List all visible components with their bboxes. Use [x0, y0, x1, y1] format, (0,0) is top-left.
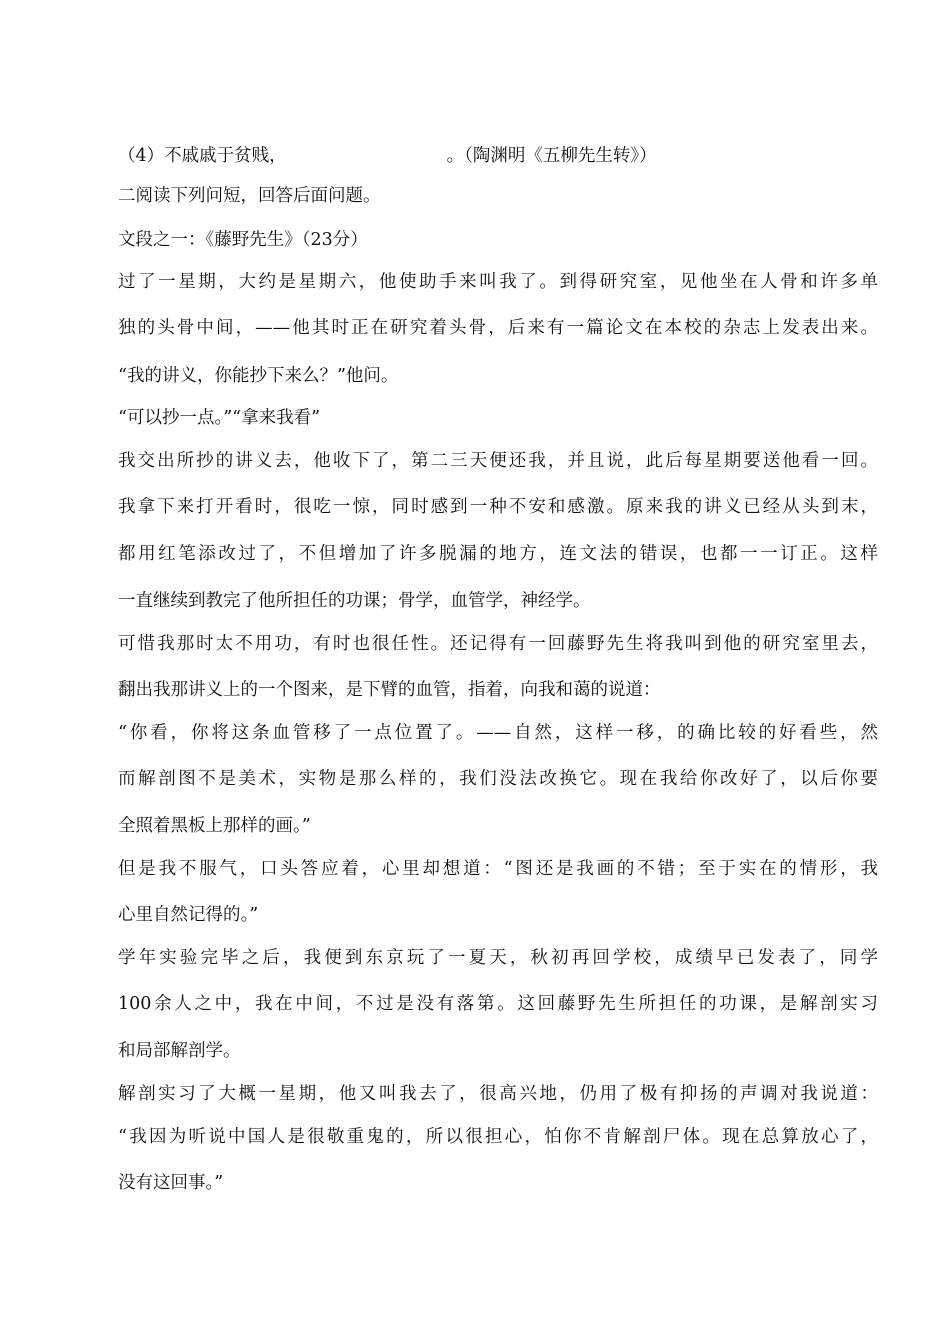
passage-title: 文段之一：《藤野先生》（23分）: [118, 230, 368, 250]
paragraph-line: 没有这回事。”: [118, 1173, 224, 1193]
paragraph-line: 而解剖图不是美术，实物是那么样的，我们没法改换它。现在我给你改好了，以后你要: [118, 769, 878, 789]
paragraph-line: 学年实验完毕之后，我便到东京玩了一夏天，秋初再回学校，成绩早已发表了，同学: [118, 948, 878, 968]
paragraph-line: 和局部解剖学。: [118, 1041, 241, 1061]
paragraph-line: 过了一星期，大约是星期六，他使助手来叫我了。到得研究室，见他坐在人骨和许多单: [118, 272, 878, 292]
paragraph-line: 100余人之中，我在中间，不过是没有落第。这回藤野先生所担任的功课，是解剖实习: [118, 994, 878, 1014]
section-heading: 二阅读下列问短，回答后面问题。: [118, 186, 381, 206]
paragraph-line: 我交出所抄的讲义去，他收下了，第二三天便还我，并且说，此后每星期要送他看一回。: [118, 451, 878, 471]
question-4-suffix: 。（陶渊明《五柳先生转》）: [446, 146, 657, 166]
paragraph-line: 翻出我那讲义上的一个图来，是下臂的血管，指着，向我和蔼的说道：: [118, 680, 661, 700]
paragraph-line: 心里自然记得的。”: [118, 905, 259, 925]
question-4: [118, 144, 878, 168]
paragraph-line: 可惜我那时太不用功，有时也很任性。还记得有一回藤野先生将我叫到他的研究室里去，: [118, 634, 878, 654]
paragraph-line: 一直继续到教完了他所担任的功课；骨学，血管学，神经学。: [118, 591, 591, 611]
paragraph-line: “你看，你将这条血管移了一点位置了。——自然，这样一移，的确比较的好看些，然: [118, 723, 878, 743]
paragraph-line: 我拿下来打开看时，很吃一惊，同时感到一种不安和感激。原来我的讲义已经从头到末，: [118, 497, 878, 517]
paragraph-line: “我因为听说中国人是很敬重鬼的，所以很担心，怕你不肯解剖尸体。现在总算放心了，: [118, 1127, 878, 1147]
paragraph-line: 都用红笔添改过了，不但增加了许多脱漏的地方，连文法的错误，也都一一订正。这样: [118, 544, 878, 564]
paragraph-line: “可以抄一点。”“拿来我看”: [118, 408, 321, 428]
paragraph-line: 独的头骨中间，——他其时正在研究着头骨，后来有一篇论文在本校的杂志上发表出来。: [118, 318, 878, 338]
paragraph-line: 解剖实习了大概一星期，他又叫我去了，很高兴地，仍用了极有抑扬的声调对我说道：: [118, 1084, 878, 1104]
paragraph-line: 但是我不服气，口头答应着，心里却想道：“图还是我画的不错；至于实在的情形，我: [118, 859, 878, 879]
question-4-prefix: （4）不戚戚于贫贱，: [118, 146, 287, 166]
paragraph-line: 全照着黑板上那样的画。”: [118, 816, 311, 836]
paragraph-line: “我的讲义，你能抄下来么？”他问。: [118, 366, 399, 386]
